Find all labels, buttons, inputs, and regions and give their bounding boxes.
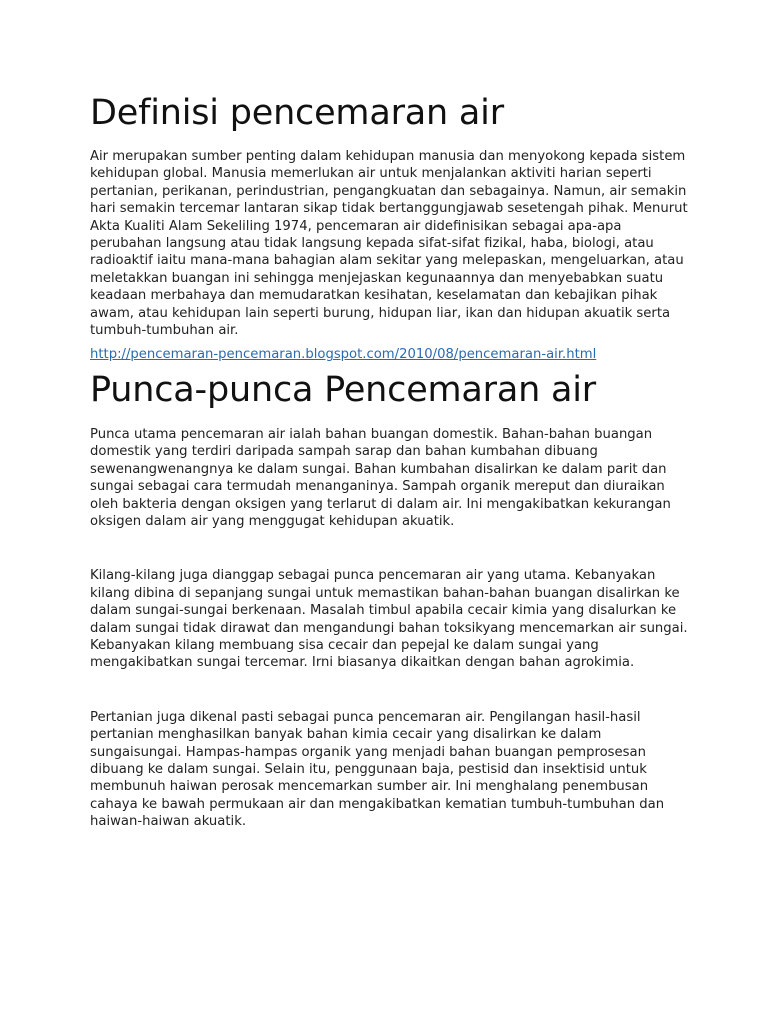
- paragraph-definisi: Air merupakan sumber penting dalam kehidupan manusia dan menyokong kepada sistem kehidupan global. Manusia memerlukan air untuk menjalankan aktiviti harian seperti pertanian, perikanan, perindustrian, pengangkuatan dan sebagainya. Namun, air semakin hari semakin tercemar lantaran sikap tidak bertanggungjawab sesetengah pihak. Menurut Akta Kualiti Alam Sekeliling 1974, pencemaran air didefinisikan sebagai apa-apa perubahan langsung atau tidak langsung kepada sifat-sifat fizikal, haba, biologi, atau radioaktif iaitu mana-mana bahagian alam sekitar yang melepaskan, mengeluarkan, atau meletakkan buangan ini sehingga menjejaskan kegunaannya dan menyebabkan suatu keadaan merbahaya dan memudaratkan kesihatan, keselamatan dan kebajikan pihak awam, atau kehidupan lain seperti burung, hidupan liar, ikan dan hidupan akuatik serta tumbuh-tumbuhan air.: [90, 149, 688, 339]
- paragraph-pertanian: Pertanian juga dikenal pasti sebagai punca pencemaran air. Pengilangan hasil-hasil pertanian menghasilkan banyak bahan kimia cecair yang disalirkan ke dalam sungaisungai. Hampas-hampas organik yang menjadi bahan buangan pemprosesan dibuang ke dalam sungai. Selain itu, penggunaan baja, pestisid dan insektisid untuk membunuh haiwan perosak mencemarkan sumber air. Ini menghalang penembusan cahaya ke bawah permukaan air dan mengakibatkan kematian tumbuh-tumbuhan dan haiwan-haiwan akuatik.: [90, 709, 665, 830]
- paragraph-kilang: Kilang-kilang juga dianggap sebagai punca pencemaran air yang utama. Kebanyakan kilang dibina di sepanjang sungai untuk memastikan bahan-bahan buangan disalirkan ke dalam sungai-sungai berkenaan. Masalah timbul apabila cecair kimia yang disalurkan ke dalam sungai tidak dirawat dan mengandungi bahan toksikyang mencemarkan air sungai. Kebanyakan kilang membuang sisa cecair dan pepejal ke dalam sungai yang mengakibatkan sungai tercemar. Irni biasanya dikaitkan dengan bahan agrokimia.: [90, 568, 688, 671]
- heading-definisi: Definisi pencemaran air: [90, 93, 504, 133]
- paragraph-domestik: Punca utama pencemaran air ialah bahan buangan domestik. Bahan-bahan buangan domestik yang terdiri daripada sampah sarap dan bahan kumbahan dibuang sewenangwenangnya ke dalam sungai. Bahan kumbahan disalirkan ke dalam parit dan sungai sebagai cara termudah menanganinya. Sampah organik mereput dan diuraikan oleh bakteria dengan oksigen yang terlarut di dalam air. Ini mengakibatkan kekurangan oksigen dalam air yang menggugat kehidupan akuatik.: [90, 426, 671, 529]
- document-page: [90, 88, 690, 831]
- heading-punca: Punca-punca Pencemaran air: [90, 369, 596, 410]
- source-link[interactable]: http://pencemaran-pencemaran.blogspot.com/2010/08/pencemaran-air.html: [90, 347, 597, 363]
